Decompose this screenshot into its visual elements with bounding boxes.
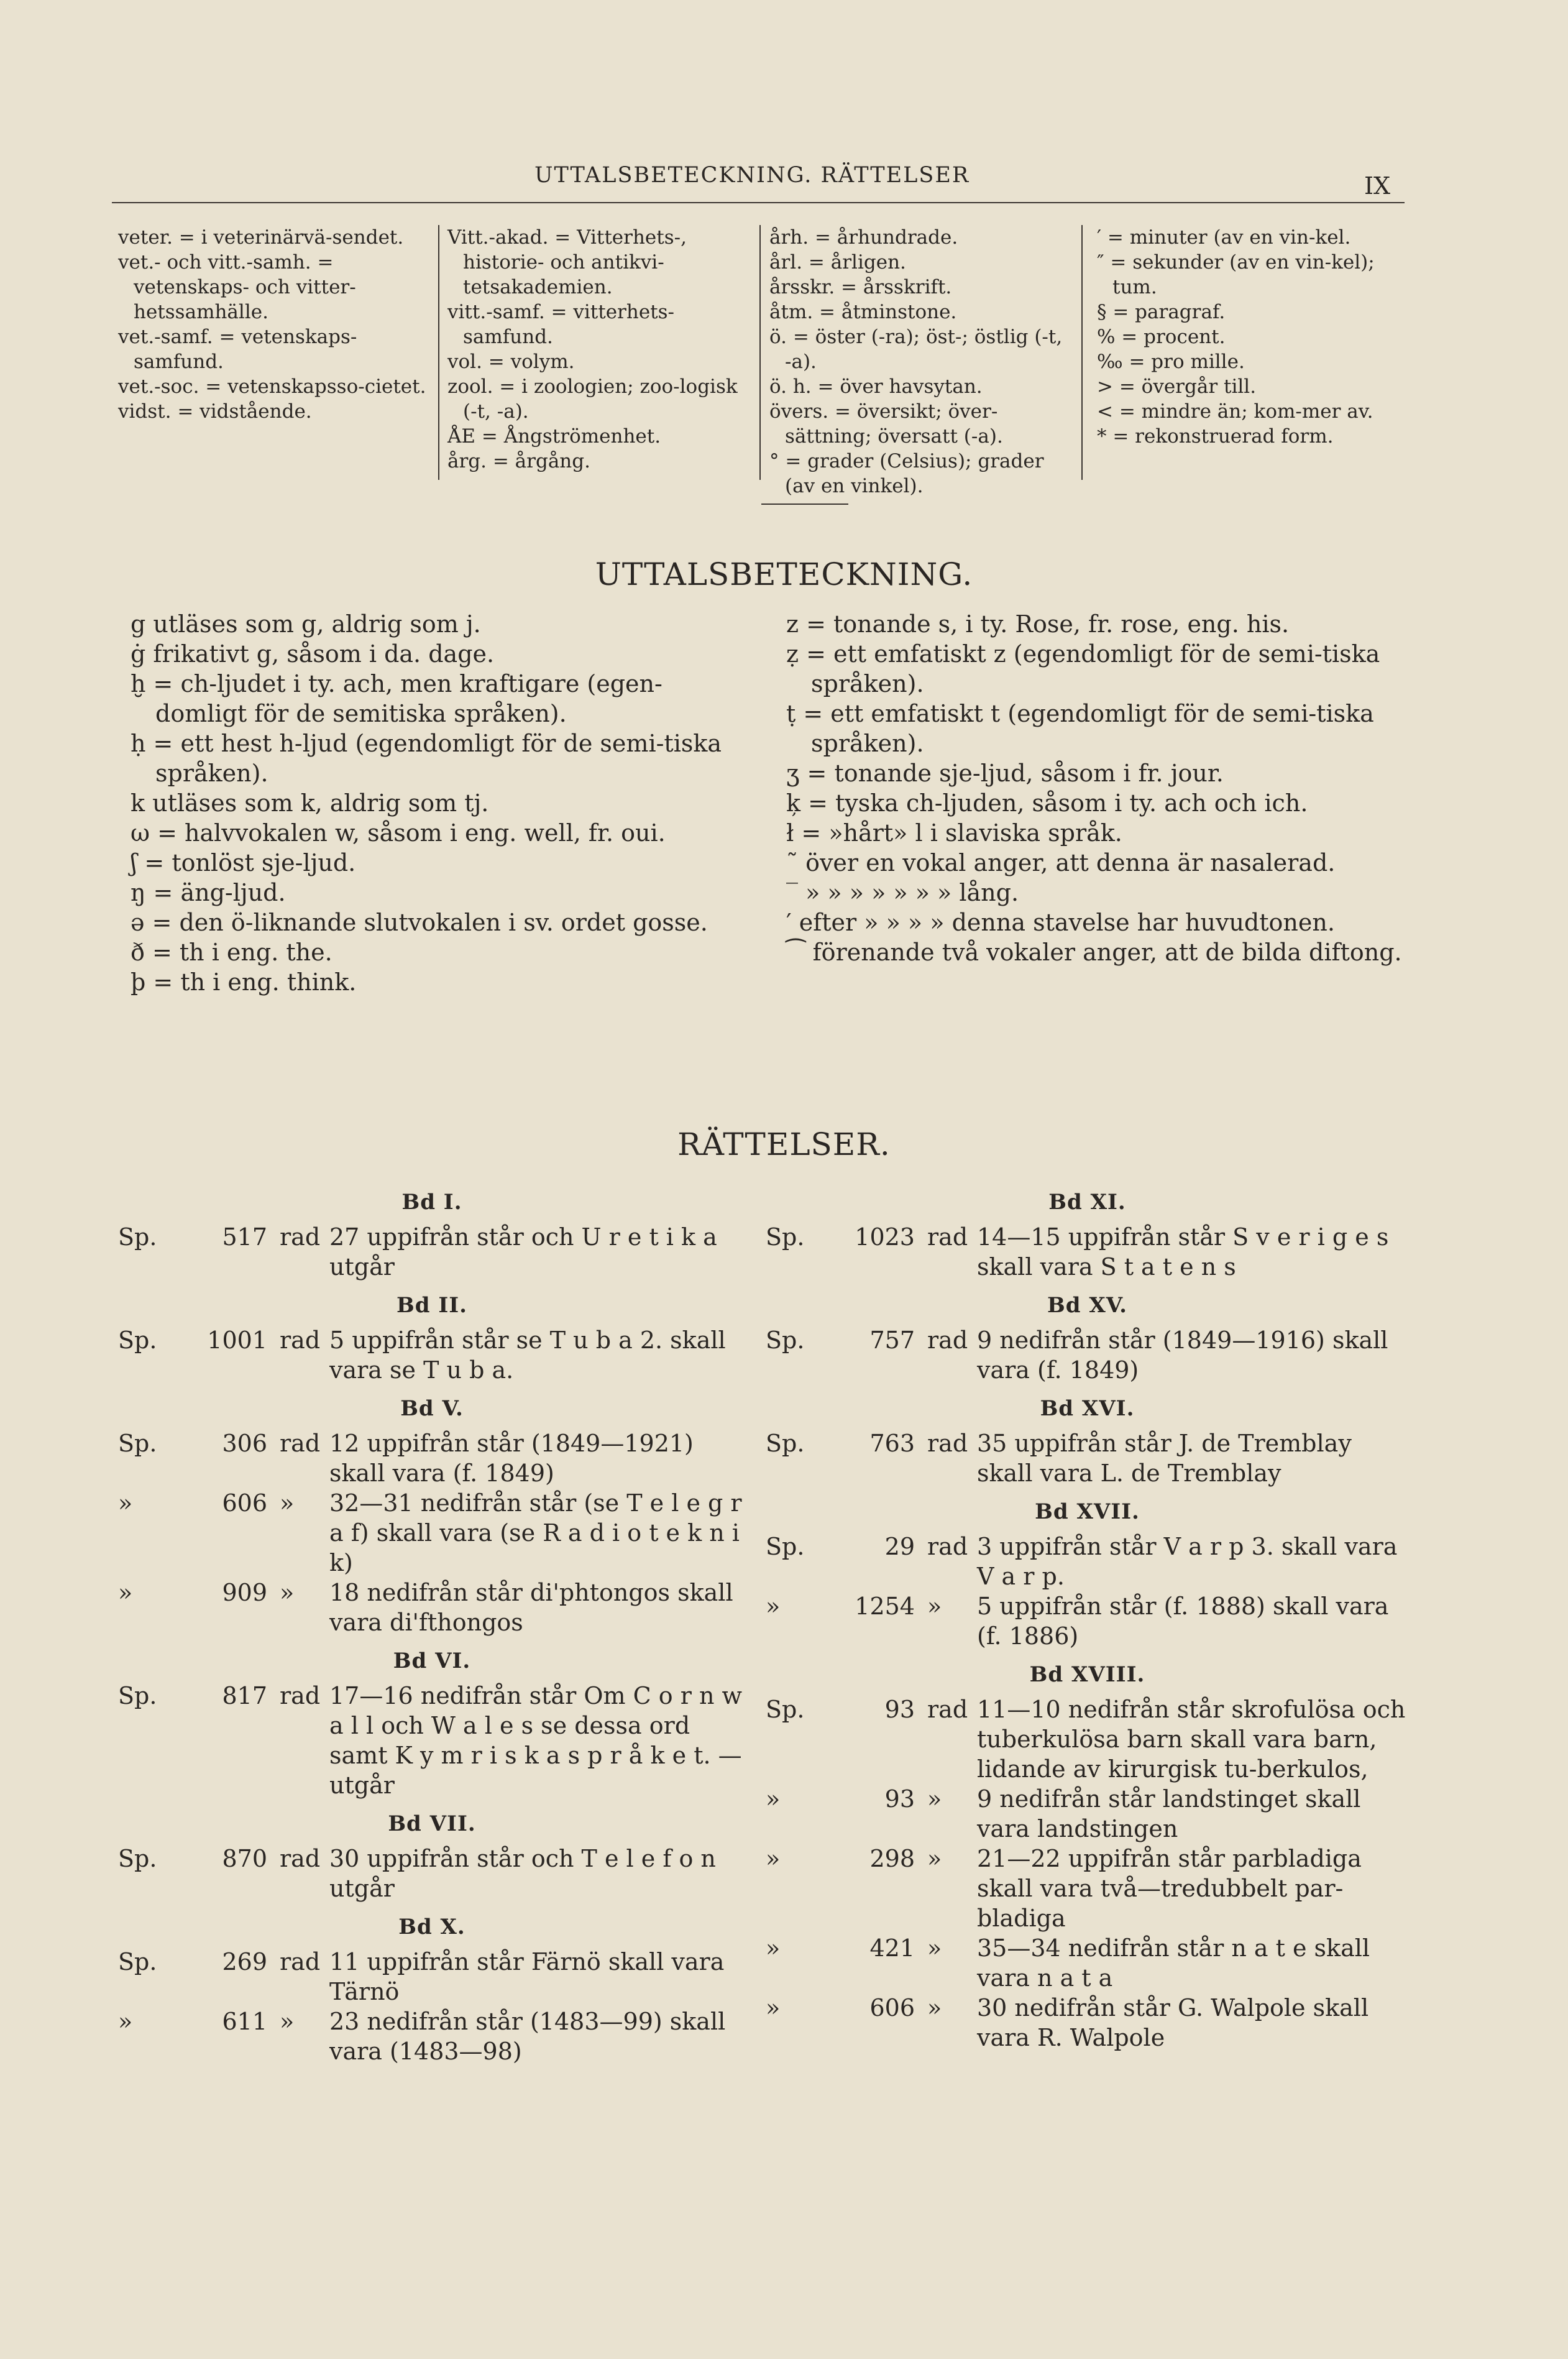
erratum-text: 35 uppifrån står J. de Tremblay skall vara L. de Tremblay xyxy=(977,1430,1352,1487)
erratum-entry xyxy=(118,1681,746,1800)
volume-heading: Bd XVIII. xyxy=(1029,1662,1145,1687)
sp-label: » xyxy=(766,1785,781,1813)
glossary-entry: g utläses som g, aldrig som j. xyxy=(131,610,481,638)
glossary-entry: ′ efter » » » » denna stavelse har huvudtonen. xyxy=(786,909,1335,936)
column-divider xyxy=(759,225,761,480)
erratum-text: 3 uppifrån står V a r p 3. skall vara V a r p. xyxy=(977,1533,1398,1590)
rad-label: » xyxy=(927,1934,942,1962)
erratum-entry xyxy=(118,1578,746,1637)
volume-heading: Bd X. xyxy=(398,1915,465,1939)
sp-label: » xyxy=(118,2008,133,2035)
erratum-entry xyxy=(118,1844,746,1903)
column-number: 29 xyxy=(884,1533,915,1560)
abbr-entry: vet.-samf. = vetenskaps-samfund. xyxy=(118,326,357,373)
rad-label: » xyxy=(927,1994,942,2021)
erratum-text: 23 nedifrån står (1483—99) skall vara (1483—98) xyxy=(329,2008,726,2065)
abbr-entry: ÅE = Ångströmenhet. xyxy=(447,425,661,448)
erratum-text: 9 nedifrån står landstinget skall vara landstingen xyxy=(977,1785,1361,1842)
column-number: 421 xyxy=(869,1934,915,1962)
column-divider xyxy=(1081,225,1083,480)
rad-label: rad xyxy=(280,1948,321,1975)
sp-label: Sp. xyxy=(118,1430,157,1457)
header-rule xyxy=(112,202,1405,203)
rad-label: » xyxy=(280,2008,295,2035)
abbr-entry: zool. = i zoologien; zoo-logisk (-t, -a). xyxy=(447,375,738,423)
abbr-entry: ‰ = pro mille. xyxy=(1097,351,1245,373)
glossary-entry: ʃ = tonlöst sje-ljud. xyxy=(131,849,356,876)
erratum-entry xyxy=(118,1222,746,1282)
glossary-entry: ˜ över en vokal anger, att denna är nasalerad. xyxy=(786,849,1336,876)
rad-label: » xyxy=(280,1489,295,1517)
sp-label: » xyxy=(766,1845,781,1872)
erratum-entry xyxy=(766,1532,1409,1591)
abbr-entry: < = mindre än; kom-mer av. xyxy=(1097,400,1373,423)
erratum-text: 21—22 uppifrån står parbladiga skall vara två—tredubbelt par-bladiga xyxy=(977,1845,1362,1932)
column-number: 1254 xyxy=(855,1593,915,1620)
erratum-text: 5 uppifrån står (f. 1888) skall vara (f. 1886) xyxy=(977,1593,1389,1650)
abbr-entry: Vitt.-akad. = Vitterhets-, historie- och antikvi-tetsakademien. xyxy=(447,226,687,298)
rad-label: rad xyxy=(927,1696,968,1723)
abbr-entry: * = rekonstruerad form. xyxy=(1097,425,1334,448)
abbr-entry: ″ = sekunder (av en vin-kel); tum. xyxy=(1097,251,1375,298)
column-number: 298 xyxy=(869,1845,915,1872)
erratum-entry xyxy=(118,1488,746,1578)
rad-label: rad xyxy=(927,1223,968,1251)
sp-label: Sp. xyxy=(766,1696,805,1723)
erratum-text: 9 nedifrån står (1849—1916) skall vara (f. 1849) xyxy=(977,1327,1388,1384)
glossary-entry: ṭ = ett emfatiskt t (egendomligt för de semi-tiska språken). xyxy=(786,700,1374,757)
sp-label: » xyxy=(766,1593,781,1620)
column-number: 611 xyxy=(222,2008,267,2035)
erratum-entry xyxy=(766,1844,1409,1933)
abbr-entry: åtm. = åtminstone. xyxy=(769,301,957,323)
abbr-entry: årg. = årgång. xyxy=(447,450,590,472)
abbreviations-col-4 xyxy=(1097,225,1408,449)
erratum-text: 30 uppifrån står och T e l e f o n utgår xyxy=(329,1845,716,1902)
abbr-entry: ö. = öster (-ra); öst-; östlig (-t, -a). xyxy=(769,326,1063,373)
glossary-entry: k utläses som k, aldrig som tj. xyxy=(131,789,489,817)
column-number: 757 xyxy=(869,1327,915,1354)
erratum-entry xyxy=(766,1695,1409,1784)
erratum-text: 35—34 nedifrån står n a t e skall vara n a t a xyxy=(977,1934,1370,1992)
section-rule xyxy=(761,504,848,505)
column-number: 606 xyxy=(869,1994,915,2021)
glossary-entry: ł = »hårt» l i slaviska språk. xyxy=(786,819,1122,847)
volume-heading: Bd VI. xyxy=(393,1649,471,1673)
abbr-entry: vitt.-samf. = vitterhets-samfund. xyxy=(447,301,675,348)
abbr-entry: vet.-soc. = vetenskapsso-cietet. xyxy=(118,375,426,398)
volume-heading: Bd V. xyxy=(400,1396,464,1421)
column-number: 909 xyxy=(222,1579,267,1606)
glossary-entry: ḫ = ch-ljudet i ty. ach, men kraftigare (egen-domligt för de semitiska språken). xyxy=(131,670,663,727)
uttal-right-column xyxy=(786,609,1408,967)
abbr-entry: ′ = minuter (av en vin-kel. xyxy=(1097,226,1351,249)
rattelser-right-column xyxy=(766,1187,1409,2053)
volume-heading: Bd XVI. xyxy=(1040,1396,1135,1421)
column-number: 870 xyxy=(222,1845,267,1872)
glossary-entry: ẓ = ett emfatiskt z (egendomligt för de semi-tiska språken). xyxy=(786,640,1380,697)
erratum-entry xyxy=(118,2007,746,2066)
rad-label: rad xyxy=(280,1682,321,1709)
column-number: 306 xyxy=(222,1430,267,1457)
erratum-text: 30 nedifrån står G. Walpole skall vara R. Walpole xyxy=(977,1994,1369,2051)
glossary-entry: ‾ » » » » » » » lång. xyxy=(786,879,1019,906)
erratum-text: 32—31 nedifrån står (se T e l e g r a f) skall vara (se R a d i o t e k n i k) xyxy=(329,1489,742,1576)
glossary-entry: ġ frikativt g, såsom i da. dage. xyxy=(131,640,495,668)
column-divider xyxy=(438,225,439,480)
volume-heading: Bd XV. xyxy=(1047,1293,1127,1318)
erratum-text: 27 uppifrån står och U r e t i k a utgår xyxy=(329,1223,717,1281)
abbr-entry: § = paragraf. xyxy=(1097,301,1226,323)
abbr-entry: årsskr. = årsskrift. xyxy=(769,276,952,298)
sp-label: Sp. xyxy=(766,1533,805,1560)
erratum-text: 11—10 nedifrån står skrofulösa och tuberkulösa barn skall vara barn, lidande av kirurgisk tu-berkulos, xyxy=(977,1696,1406,1783)
glossary-entry: z = tonande s, i ty. Rose, fr. rose, eng. his. xyxy=(786,610,1290,638)
erratum-text: 12 uppifrån står (1849—1921) skall vara (f. 1849) xyxy=(329,1430,694,1487)
abbr-entry: vet.- och vitt.-samh. = vetenskaps- och vitter-hetssamhälle. xyxy=(118,251,356,323)
erratum-entry xyxy=(766,1784,1409,1844)
uttal-title: UTTALSBETECKNING. xyxy=(595,556,973,592)
abbr-entry: vidst. = vidstående. xyxy=(118,400,312,423)
abbr-entry: övers. = översikt; över-sättning; översatt (-a). xyxy=(769,400,1003,448)
abbreviations-col-2 xyxy=(447,225,752,474)
rad-label: » xyxy=(927,1845,942,1872)
abbr-entry: årl. = årligen. xyxy=(769,251,906,274)
erratum-entry xyxy=(118,1947,746,2007)
glossary-entry: ḥ = ett hest h-ljud (egendomligt för de semi-tiska språken). xyxy=(131,730,722,787)
abbr-entry: ö. h. = över havsytan. xyxy=(769,375,983,398)
abbreviations-col-1 xyxy=(118,225,429,424)
sp-label: Sp. xyxy=(766,1430,805,1457)
column-number: 269 xyxy=(222,1948,267,1975)
glossary-entry: ⁀ förenande två vokaler anger, att de bilda diftong. xyxy=(786,939,1402,966)
erratum-entry xyxy=(766,1428,1409,1488)
column-number: 763 xyxy=(869,1430,915,1457)
abbr-entry: veter. = i veterinärvä-sendet. xyxy=(118,226,404,249)
abbr-entry: > = övergår till. xyxy=(1097,375,1257,398)
erratum-entry xyxy=(766,1933,1409,1993)
erratum-entry xyxy=(766,1993,1409,2053)
rad-label: rad xyxy=(927,1430,968,1457)
sp-label: Sp. xyxy=(118,1948,157,1975)
volume-heading: Bd VII. xyxy=(388,1811,476,1836)
rad-label: rad xyxy=(927,1327,968,1354)
abbr-entry: % = procent. xyxy=(1097,326,1226,348)
sp-label: Sp. xyxy=(118,1223,157,1251)
rad-label: » xyxy=(927,1593,942,1620)
glossary-entry: ʒ = tonande sje-ljud, såsom i fr. jour. xyxy=(786,760,1224,787)
rad-label: rad xyxy=(280,1430,321,1457)
glossary-entry: ə = den ö-liknande slutvokalen i sv. ordet gosse. xyxy=(131,909,708,936)
rad-label: » xyxy=(927,1785,942,1813)
abbr-entry: ° = grader (Celsius); grader (av en vinkel). xyxy=(769,450,1044,497)
erratum-entry xyxy=(766,1591,1409,1651)
column-number: 606 xyxy=(222,1489,267,1517)
volume-heading: Bd XVII. xyxy=(1035,1499,1140,1524)
abbreviations-col-3 xyxy=(769,225,1074,499)
erratum-entry xyxy=(766,1325,1409,1385)
glossary-entry: ŋ = äng-ljud. xyxy=(131,879,286,906)
sp-label: Sp. xyxy=(766,1223,805,1251)
column-number: 93 xyxy=(884,1696,915,1723)
glossary-entry: ω = halvvokalen w, såsom i eng. well, fr. oui. xyxy=(131,819,666,847)
erratum-text: 17—16 nedifrån står Om C o r n w a l l och W a l e s se dessa ord samt K y m r i s k a s p r å k e t. — utgår xyxy=(329,1682,743,1799)
volume-heading: Bd XI. xyxy=(1048,1190,1126,1215)
volume-heading: Bd II. xyxy=(397,1293,467,1318)
sp-label: Sp. xyxy=(766,1327,805,1354)
rad-label: rad xyxy=(280,1845,321,1872)
page-number: IX xyxy=(1364,172,1391,200)
sp-label: Sp. xyxy=(118,1327,157,1354)
erratum-text: 11 uppifrån står Färnö skall vara Tärnö xyxy=(329,1948,725,2005)
sp-label: » xyxy=(118,1579,133,1606)
rattelser-left-column xyxy=(118,1187,746,2066)
rad-label: rad xyxy=(927,1533,968,1560)
erratum-text: 18 nedifrån står di'phtongos skall vara di'fthongos xyxy=(329,1579,733,1636)
glossary-entry: þ = th i eng. think. xyxy=(131,968,357,996)
column-number: 1023 xyxy=(855,1223,915,1251)
abbr-entry: vol. = volym. xyxy=(447,351,575,373)
column-number: 1001 xyxy=(207,1327,267,1354)
sp-label: » xyxy=(118,1489,133,1517)
sp-label: » xyxy=(766,1934,781,1962)
erratum-entry xyxy=(766,1222,1409,1282)
erratum-text: 14—15 uppifrån står S v e r i g e s skall vara S t a t e n s xyxy=(977,1223,1389,1281)
sp-label: Sp. xyxy=(118,1682,157,1709)
column-number: 93 xyxy=(884,1785,915,1813)
volume-heading: Bd I. xyxy=(401,1190,462,1215)
rattelser-title: RÄTTELSER. xyxy=(677,1126,891,1162)
column-number: 517 xyxy=(222,1223,267,1251)
column-number: 817 xyxy=(222,1682,267,1709)
rad-label: rad xyxy=(280,1223,321,1251)
glossary-entry: ð = th i eng. the. xyxy=(131,939,332,966)
sp-label: » xyxy=(766,1994,781,2021)
glossary-entry: ķ = tyska ch-ljuden, såsom i ty. ach och ich. xyxy=(786,789,1308,817)
rad-label: rad xyxy=(280,1327,321,1354)
uttal-left-column xyxy=(131,609,746,997)
running-title: UTTALSBETECKNING. RÄTTELSER xyxy=(534,163,970,188)
rad-label: » xyxy=(280,1579,295,1606)
sp-label: Sp. xyxy=(118,1845,157,1872)
erratum-entry xyxy=(118,1428,746,1488)
abbr-entry: årh. = århundrade. xyxy=(769,226,958,249)
erratum-entry xyxy=(118,1325,746,1385)
erratum-text: 5 uppifrån står se T u b a 2. skall vara se T u b a. xyxy=(329,1327,726,1384)
